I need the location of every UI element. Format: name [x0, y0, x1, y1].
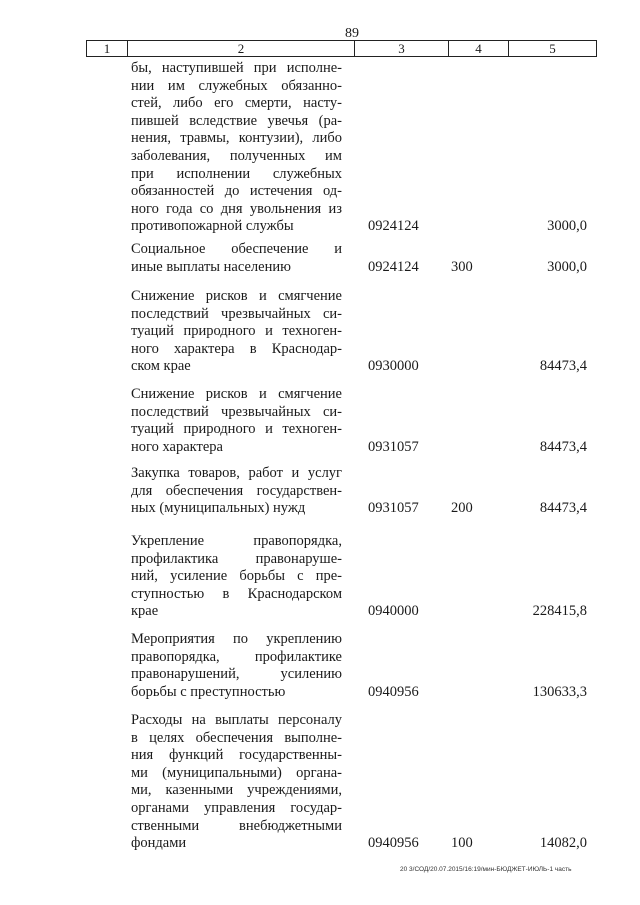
row-amount: 14082,0	[539, 835, 587, 852]
description-line: обязанностей до истечения од-	[131, 183, 342, 200]
description-line: органами управления государ-	[131, 799, 342, 816]
document-footer: 20 3/СОД/20.07.2015/16:19/мин-БЮДЖЕТ-ИЮЛЬ-1 часть	[400, 866, 572, 873]
row-description	[131, 631, 342, 701]
description-line: последствий чрезвычайных си-	[131, 403, 342, 420]
page-number: 89	[345, 26, 359, 41]
column-header-5: 5	[549, 41, 556, 56]
row-amount: 84473,4	[539, 500, 587, 517]
description-line: Закупка товаров, работ и услуг	[131, 465, 342, 481]
row-code: 0940956	[368, 835, 419, 852]
description-line: нии им служебных обязанно-	[131, 77, 342, 94]
description-line: бы, наступившей при исполне-	[131, 60, 342, 76]
description-line: заболевания, полученных им	[131, 147, 342, 164]
description-line: правопорядка, профилактике	[131, 648, 342, 665]
description-line: крае	[131, 603, 159, 620]
row-expense-type: 300	[451, 258, 473, 275]
column-header-3: 3	[355, 41, 449, 56]
description-line: ний, усиление борьбы с пре-	[131, 568, 342, 585]
description-line: последствий чрезвычайных си-	[131, 305, 342, 322]
row-description	[131, 288, 342, 376]
row-amount: 130633,3	[532, 683, 587, 700]
description-line: нения, травмы, контузии), либо	[131, 130, 342, 147]
row-description	[131, 712, 342, 853]
description-line: ния функций государственны-	[131, 747, 342, 764]
description-line: профилактика правонаруше-	[131, 550, 342, 567]
description-line: для обеспечения государствен-	[131, 482, 342, 499]
description-line: туаций природного и техноген-	[131, 421, 342, 438]
description-line: ных (муниципальных) нужд	[131, 500, 306, 517]
description-line: в целях обеспечения выполне-	[131, 729, 342, 746]
description-line: противопожарной службы	[131, 218, 294, 235]
row-code: 0940956	[368, 683, 419, 700]
row-description	[131, 533, 342, 621]
description-line: при исполнении служебных	[131, 165, 342, 182]
row-amount: 3000,0	[547, 258, 587, 275]
column-header-4: 4	[449, 41, 509, 56]
description-line: ми (муниципальными) органа-	[131, 764, 342, 781]
column-header-row	[86, 40, 597, 57]
description-line: туаций природного и техноген-	[131, 323, 342, 340]
row-code: 0924124	[368, 218, 419, 235]
row-code: 0940000	[368, 603, 419, 620]
description-line: стей, либо его смерти, насту-	[131, 95, 342, 112]
description-line: ском крае	[131, 358, 191, 375]
row-code: 0931057	[368, 438, 419, 455]
description-line: ного характера в Краснодар-	[131, 340, 342, 357]
description-line: ного года со дня увольнения из	[131, 200, 342, 217]
description-line: Социальное обеспечение и	[131, 241, 342, 257]
row-amount: 3000,0	[547, 218, 587, 235]
description-line: ного характера	[131, 438, 223, 455]
description-line: Укрепление правопорядка,	[131, 533, 342, 549]
row-code: 0931057	[368, 500, 419, 517]
row-description	[131, 465, 342, 518]
description-line: ственными внебюджетными	[131, 817, 342, 834]
description-line: пившей вследствие увечья (ра-	[131, 112, 342, 129]
row-amount: 84473,4	[539, 438, 587, 455]
row-amount: 84473,4	[539, 358, 587, 375]
description-line: правонарушений, усилению	[131, 666, 342, 683]
description-line: Расходы на выплаты персоналу	[131, 712, 342, 728]
description-line: Снижение рисков и смягчение	[131, 288, 342, 304]
row-description	[131, 60, 342, 236]
row-expense-type: 100	[451, 835, 473, 852]
row-code: 0930000	[368, 358, 419, 375]
description-line: Мероприятия по укреплению	[131, 631, 342, 647]
description-line: Снижение рисков и смягчение	[131, 386, 342, 402]
row-expense-type: 200	[451, 500, 473, 517]
row-code: 0924124	[368, 258, 419, 275]
column-header-1: 1	[87, 41, 128, 56]
row-description	[131, 241, 342, 276]
description-line: фондами	[131, 835, 187, 852]
description-line: борьбы с преступностью	[131, 683, 286, 700]
description-line: ми, казенными учреждениями,	[131, 782, 342, 799]
description-line: иные выплаты населению	[131, 258, 291, 275]
row-description	[131, 386, 342, 456]
description-line: ступностью в Краснодарском	[131, 585, 342, 602]
column-header-2: 2	[128, 41, 355, 56]
row-amount: 228415,8	[532, 603, 587, 620]
